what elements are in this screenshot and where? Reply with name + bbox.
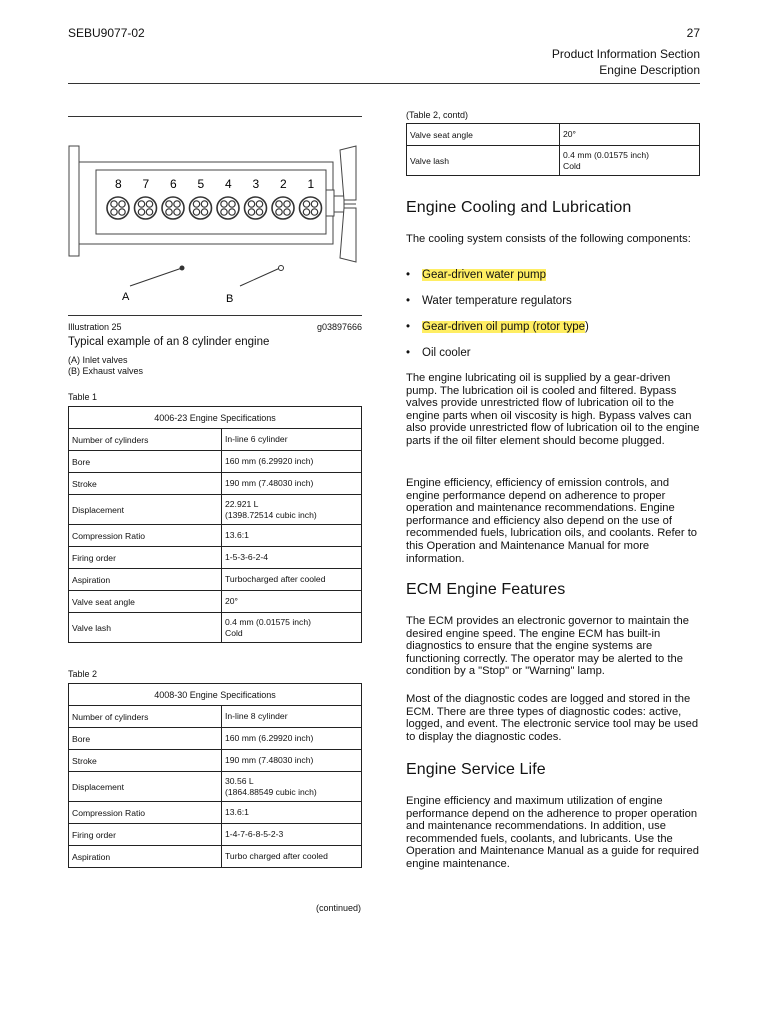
cylinder-number: 5 xyxy=(197,177,205,191)
continued-note: (continued) xyxy=(315,903,361,913)
table-row xyxy=(69,429,362,451)
valve xyxy=(193,201,199,207)
cylinder-head xyxy=(300,197,322,219)
cylinder-number: 1 xyxy=(307,177,315,191)
spec-name: Number of cylinders xyxy=(69,706,222,728)
table2-contd xyxy=(406,123,700,176)
cylinder-number: 7 xyxy=(142,177,150,191)
valve xyxy=(111,209,117,215)
header-divider xyxy=(68,83,700,84)
ecm-paragraph-2: Most of the diagnostic codes are logged and stored in the ECM. There are three types of diagnostic codes: active, logged, and event. The electronic service tool may be used to display the diagnostic codes. xyxy=(406,693,699,743)
spec-name: Valve seat angle xyxy=(69,591,222,613)
spec-value: 160 mm (6.29920 inch) xyxy=(222,728,362,750)
subsection-name: Engine Description xyxy=(599,63,700,77)
spec-value: 20° xyxy=(222,591,362,613)
table-row xyxy=(69,569,362,591)
spec-value: Turbo charged after cooled xyxy=(222,846,362,868)
spec-name: Aspiration xyxy=(69,846,222,868)
spec-value: 13.6:1 xyxy=(222,802,362,824)
valve xyxy=(201,209,207,215)
heading-service-life: Engine Service Life xyxy=(406,761,546,778)
valve xyxy=(311,209,317,215)
spec-value: 20° xyxy=(560,124,700,146)
valve xyxy=(221,209,227,215)
spec-value: 0.4 mm (0.01575 inch) Cold xyxy=(222,613,362,643)
service-life-paragraph: Engine efficiency and maximum utilization of engine performance depend on the adherence to proper operation and maintenance recommendations. In addition, use recommended fuels, coolants, and lubricants. Use the Operation and Maintenance Manual as a guide for required engine maintenance. xyxy=(406,795,699,870)
valve xyxy=(276,209,282,215)
bullet-tail: ) xyxy=(584,321,589,333)
valve xyxy=(146,209,152,215)
valve xyxy=(311,201,317,207)
legend-exhaust: (B) Exhaust valves xyxy=(68,366,144,376)
cooling-paragraph-2: Engine efficiency, efficiency of emission controls, and engine performance depend on adherence to proper operation and maintenance recommendations. Engine performance and efficiency also depend on the use of recommended fuels, lubrication oils, and coolants. Refer to this Operation and Maintenance Manual for more information. xyxy=(406,477,698,565)
figure-legend xyxy=(68,355,143,377)
ecm-paragraph-1: The ECM provides an electronic governor to maintain the desired engine speed. The engine ECM has built-in diagnostics to ensure that the engine systems are functioning correctly. The operator may be alerted to the condition by a "Stop" or "Warning" lamp. xyxy=(406,615,689,678)
spec-name: Firing order xyxy=(69,547,222,569)
bullet-item: • Oil cooler xyxy=(406,347,471,359)
table-row xyxy=(69,846,362,868)
spec-value: 190 mm (7.48030 inch) xyxy=(222,750,362,772)
valve xyxy=(111,201,117,207)
table-row xyxy=(69,772,362,802)
spec-value: 1-5-3-6-2-4 xyxy=(222,547,362,569)
label-a: A xyxy=(122,291,130,303)
cylinder-head xyxy=(190,197,212,219)
cylinder-head xyxy=(217,197,239,219)
valve xyxy=(248,209,254,215)
valve xyxy=(201,201,207,207)
spec-name: Stroke xyxy=(69,750,222,772)
spec-value: 22.921 L (1398.72514 cubic inch) xyxy=(222,495,362,525)
bullet-text: Water temperature regulators xyxy=(422,295,572,307)
valve xyxy=(174,209,180,215)
valve xyxy=(256,209,262,215)
table-row xyxy=(69,613,362,643)
spec-name: Firing order xyxy=(69,824,222,846)
valve xyxy=(138,209,144,215)
valve xyxy=(166,201,172,207)
spec-name: Valve seat angle xyxy=(407,124,560,146)
cylinder-head xyxy=(135,197,157,219)
table-row xyxy=(69,495,362,525)
cylinder-head xyxy=(245,197,267,219)
table-row xyxy=(407,124,700,146)
valve xyxy=(119,209,125,215)
legend-inlet: (A) Inlet valves xyxy=(68,355,128,365)
table1 xyxy=(68,406,362,643)
spec-value: 13.6:1 xyxy=(222,525,362,547)
valve xyxy=(146,201,152,207)
valve xyxy=(229,209,235,215)
spec-value: Turbocharged after cooled xyxy=(222,569,362,591)
spec-name: Stroke xyxy=(69,473,222,495)
figure-title: Typical example of an 8 cylinder engine xyxy=(68,336,270,348)
table-row xyxy=(69,525,362,547)
cylinder-number: 3 xyxy=(252,177,260,191)
spec-name: Number of cylinders xyxy=(69,429,222,451)
figure-top-rule xyxy=(68,116,362,117)
valve xyxy=(284,201,290,207)
figure-bottom-rule xyxy=(68,315,362,316)
spec-value: 160 mm (6.29920 inch) xyxy=(222,451,362,473)
spec-name: Displacement xyxy=(69,495,222,525)
spec-value: In-line 6 cylinder xyxy=(222,429,362,451)
table-row xyxy=(69,547,362,569)
table2-label: Table 2 xyxy=(68,669,98,679)
valve xyxy=(256,201,262,207)
table2 xyxy=(68,683,362,868)
table-row xyxy=(69,451,362,473)
valve xyxy=(276,201,282,207)
table-row xyxy=(69,706,362,728)
page-number: 27 xyxy=(686,26,700,40)
spec-value: 0.4 mm (0.01575 inch) Cold xyxy=(560,146,700,176)
valve xyxy=(303,201,309,207)
bullet-item: • Gear-driven water pump xyxy=(406,269,546,281)
table1-label: Table 1 xyxy=(68,392,98,402)
cylinder-head xyxy=(107,197,129,219)
bullet-text: Gear-driven water pump xyxy=(422,269,546,281)
valve xyxy=(138,201,144,207)
valve xyxy=(166,209,172,215)
cylinder-number: 8 xyxy=(115,177,122,191)
spec-name: Compression Ratio xyxy=(69,525,222,547)
cooling-paragraph-1: The engine lubricating oil is supplied by a gear-driven pump. The lubrication oil is cooled and filtered. Bypass valves provide unrestricted flow of lubrication oil to the engine parts when oil viscosity is high. Bypass valves can also provide unrestricted flow of lubrication oil to the engine parts if the oil filter element should become plugged. xyxy=(406,372,700,447)
valve xyxy=(229,201,235,207)
cylinder-head xyxy=(162,197,184,219)
bullet-item: • Water temperature regulators xyxy=(406,295,572,307)
bullet-text: Gear-driven oil pump (rotor type xyxy=(422,321,585,333)
spec-name: Bore xyxy=(69,728,222,750)
valve xyxy=(193,209,199,215)
spec-value: In-line 8 cylinder xyxy=(222,706,362,728)
valve xyxy=(248,201,254,207)
figure-caption-row xyxy=(68,322,362,332)
valve xyxy=(119,201,125,207)
cylinder-number: 6 xyxy=(170,177,177,191)
table-row xyxy=(69,750,362,772)
document-id: SEBU9077-02 xyxy=(68,26,145,40)
table-title: 4008-30 Engine Specifications xyxy=(69,684,362,706)
spec-name: Aspiration xyxy=(69,569,222,591)
spec-name: Compression Ratio xyxy=(69,802,222,824)
table-row xyxy=(69,728,362,750)
spec-name: Valve lash xyxy=(69,613,222,643)
table-row xyxy=(69,824,362,846)
engine-diagram xyxy=(68,140,368,310)
table-row xyxy=(407,146,700,176)
spec-name: Bore xyxy=(69,451,222,473)
cooling-intro: The cooling system consists of the following components: xyxy=(406,233,691,245)
table-row xyxy=(69,802,362,824)
label-b: B xyxy=(226,293,234,305)
valve xyxy=(221,201,227,207)
cylinder-number: 2 xyxy=(280,177,287,191)
spec-name: Displacement xyxy=(69,772,222,802)
spec-name: Valve lash xyxy=(407,146,560,176)
cylinder-number: 4 xyxy=(225,177,232,191)
section-title xyxy=(552,46,700,78)
valve xyxy=(284,209,290,215)
table-row xyxy=(69,473,362,495)
bullet-item: • Gear-driven oil pump (rotor type) xyxy=(406,321,589,333)
graphic-id: g03897666 xyxy=(316,322,362,332)
valve xyxy=(303,209,309,215)
table2-contd-label: (Table 2, contd) xyxy=(406,110,469,120)
valve xyxy=(174,201,180,207)
spec-value: 190 mm (7.48030 inch) xyxy=(222,473,362,495)
table-row xyxy=(69,591,362,613)
spec-value: 30.56 L (1864.88549 cubic inch) xyxy=(222,772,362,802)
cylinder-head xyxy=(272,197,294,219)
section-name: Product Information Section xyxy=(551,47,700,61)
illustration-id: Illustration 25 xyxy=(68,322,122,332)
heading-ecm: ECM Engine Features xyxy=(406,581,566,598)
heading-cooling: Engine Cooling and Lubrication xyxy=(406,199,632,216)
bullet-text: Oil cooler xyxy=(422,347,471,359)
table-title: 4006-23 Engine Specifications xyxy=(69,407,362,429)
spec-value: 1-4-7-6-8-5-2-3 xyxy=(222,824,362,846)
